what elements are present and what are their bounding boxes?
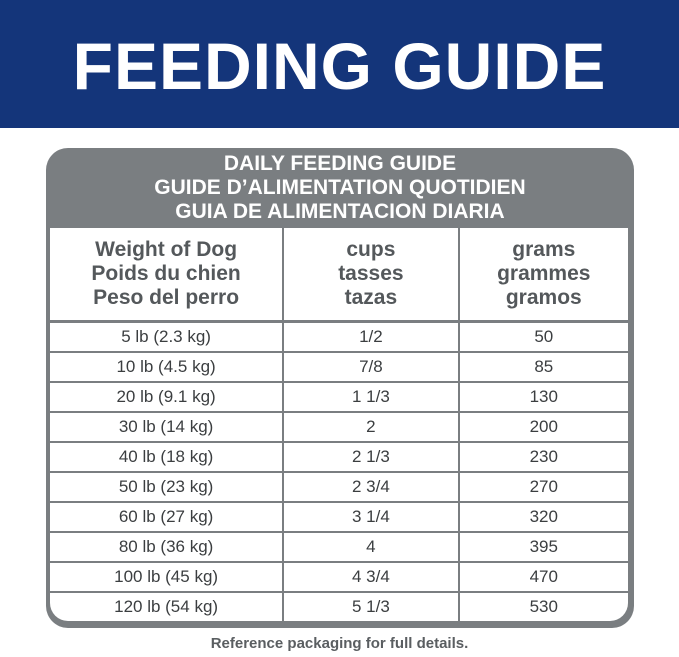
weight-cell: 50 lb (23 kg) — [118, 477, 214, 496]
table-row — [50, 353, 628, 383]
cups-cell: 2 — [282, 413, 457, 441]
cups-cell: 3 1/4 — [282, 503, 457, 531]
column-header-line: tazas — [344, 286, 398, 309]
column-header-line: grams — [512, 238, 576, 261]
weight-cell: 20 lb (9.1 kg) — [116, 387, 216, 406]
weight-cell: 10 lb (4.5 kg) — [116, 357, 216, 376]
weight-cell: 30 lb (14 kg) — [118, 417, 214, 436]
column-header-weight — [50, 228, 282, 320]
feeding-guide-panel — [46, 148, 634, 628]
panel-heading-fr: GUIDE D’ALIMENTATION QUOTIDIEN — [154, 176, 526, 199]
weight-cell: 60 lb (27 kg) — [118, 507, 214, 526]
grams-cell: 530 — [458, 593, 628, 621]
table-row — [50, 593, 628, 621]
table-row — [50, 533, 628, 563]
footer-note: Reference packaging for full details. — [210, 635, 469, 652]
cups-cell: 1 1/3 — [282, 383, 457, 411]
grams-cell: 320 — [458, 503, 628, 531]
column-header-line: cups — [346, 238, 396, 261]
table-row — [50, 383, 628, 413]
grams-cell: 50 — [458, 323, 628, 351]
grams-cell: 230 — [458, 443, 628, 471]
table-row — [50, 413, 628, 443]
cups-cell: 4 3/4 — [282, 563, 457, 591]
column-header-line: Poids du chien — [91, 262, 241, 285]
weight-cell: 40 lb (18 kg) — [118, 447, 214, 466]
table-row — [50, 443, 628, 473]
weight-cell: 100 lb (45 kg) — [114, 567, 219, 586]
table-row — [50, 563, 628, 593]
grams-cell: 470 — [458, 563, 628, 591]
weight-cell: 80 lb (36 kg) — [118, 537, 214, 556]
feeding-table — [50, 228, 628, 621]
grams-cell: 395 — [458, 533, 628, 561]
grams-cell: 270 — [458, 473, 628, 501]
cups-cell: 1/2 — [282, 323, 457, 351]
grams-cell: 130 — [458, 383, 628, 411]
panel-heading-es: GUIA DE ALIMENTACION DIARIA — [175, 200, 505, 223]
column-header-line: gramos — [505, 286, 582, 309]
cups-cell: 2 1/3 — [282, 443, 457, 471]
panel-header — [46, 152, 634, 224]
column-header-line: grammes — [497, 262, 591, 285]
column-header-cups — [282, 228, 457, 320]
panel-heading-en: DAILY FEEDING GUIDE — [223, 152, 457, 175]
table-row — [50, 323, 628, 353]
table-header-row — [50, 228, 628, 323]
column-header-line: Peso del perro — [93, 286, 240, 309]
table-row — [50, 503, 628, 533]
column-header-line: Weight of Dog — [95, 238, 238, 261]
grams-cell: 200 — [458, 413, 628, 441]
cups-cell: 2 3/4 — [282, 473, 457, 501]
cups-cell: 4 — [282, 533, 457, 561]
column-header-grams — [458, 228, 628, 320]
grams-cell: 85 — [458, 353, 628, 381]
cups-cell: 7/8 — [282, 353, 457, 381]
column-header-line: tasses — [338, 262, 404, 285]
weight-cell: 5 lb (2.3 kg) — [121, 327, 211, 346]
title-banner — [0, 0, 679, 128]
cups-cell: 5 1/3 — [282, 593, 457, 621]
table-row — [50, 473, 628, 503]
weight-cell: 120 lb (54 kg) — [114, 597, 219, 616]
page-title: FEEDING GUIDE — [72, 29, 607, 103]
